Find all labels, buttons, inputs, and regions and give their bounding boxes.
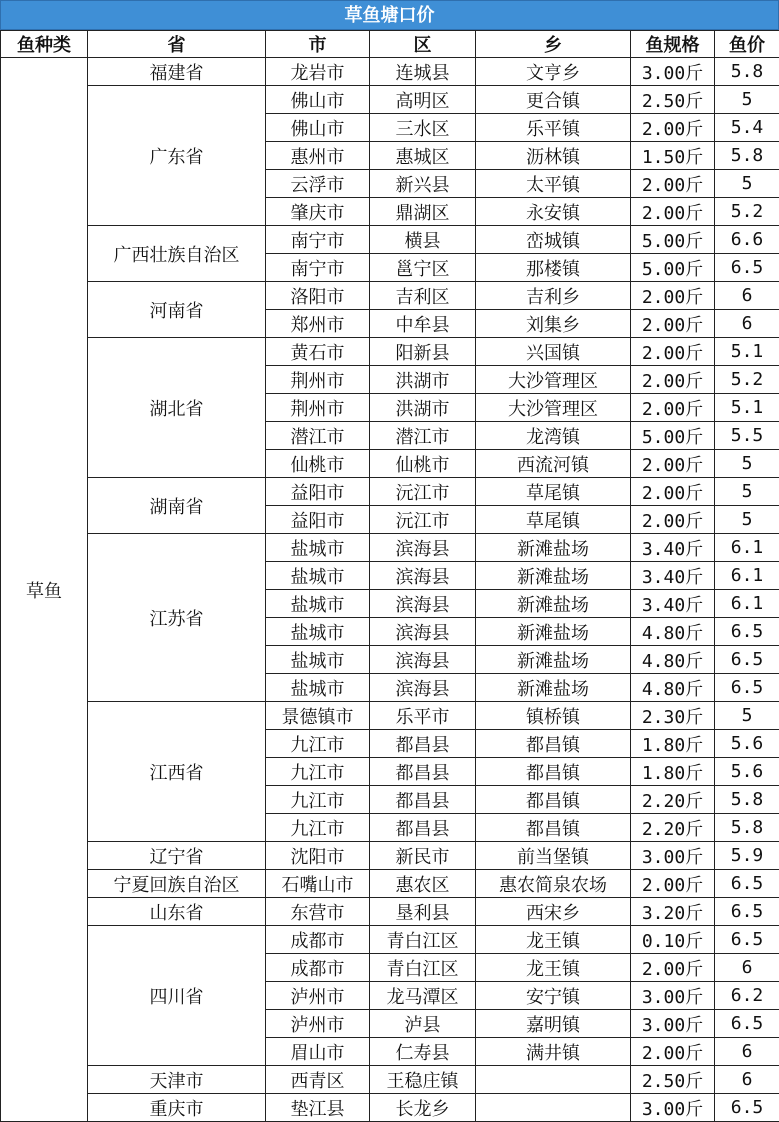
township-cell: 沥林镇 [476, 142, 631, 170]
city-cell: 龙岩市 [266, 58, 370, 86]
city-cell: 眉山市 [266, 1038, 370, 1066]
fish-price-cell: 6.1 [715, 562, 779, 590]
fish-price-cell: 6 [715, 310, 779, 338]
table-row [1, 898, 779, 926]
province-cell: 广西壮族自治区 [88, 226, 266, 282]
township-cell: 新滩盐场 [476, 534, 631, 562]
township-cell: 惠农简泉农场 [476, 870, 631, 898]
fish-size-cell: 3.00斤 [631, 1010, 715, 1038]
district-cell: 垦利县 [370, 898, 476, 926]
district-cell: 沅江市 [370, 478, 476, 506]
city-cell: 云浮市 [266, 170, 370, 198]
province-cell: 江苏省 [88, 534, 266, 702]
fish-size-cell: 3.00斤 [631, 842, 715, 870]
city-cell: 垫江县 [266, 1094, 370, 1122]
district-cell: 泸县 [370, 1010, 476, 1038]
fish-price-cell: 5.1 [715, 338, 779, 366]
township-cell: 太平镇 [476, 170, 631, 198]
fish-price-cell: 5.8 [715, 814, 779, 842]
township-cell [476, 1094, 631, 1122]
fish-price-cell: 6.1 [715, 534, 779, 562]
fish-size-cell: 3.00斤 [631, 982, 715, 1010]
district-cell: 鼎湖区 [370, 198, 476, 226]
fish-price-cell: 5.8 [715, 58, 779, 86]
township-cell: 都昌镇 [476, 730, 631, 758]
fish-size-cell: 4.80斤 [631, 674, 715, 702]
province-cell: 辽宁省 [88, 842, 266, 870]
fish-size-cell: 2.00斤 [631, 338, 715, 366]
fish-price-cell: 6.2 [715, 982, 779, 1010]
fish-price-cell: 6.5 [715, 1010, 779, 1038]
district-cell: 滨海县 [370, 562, 476, 590]
header-fish-type: 鱼种类 [1, 31, 88, 58]
fish-size-cell: 2.00斤 [631, 478, 715, 506]
province-cell: 宁夏回族自治区 [88, 870, 266, 898]
township-cell: 都昌镇 [476, 786, 631, 814]
district-cell: 沅江市 [370, 506, 476, 534]
fish-size-cell: 2.50斤 [631, 1066, 715, 1094]
district-cell: 长龙乡 [370, 1094, 476, 1122]
district-cell: 滨海县 [370, 534, 476, 562]
city-cell: 盐城市 [266, 618, 370, 646]
city-cell: 沈阳市 [266, 842, 370, 870]
district-cell: 中牟县 [370, 310, 476, 338]
table-row [1, 226, 779, 254]
district-cell: 连城县 [370, 58, 476, 86]
township-cell: 西流河镇 [476, 450, 631, 478]
fish-size-cell: 2.00斤 [631, 954, 715, 982]
fish-price-cell: 5.4 [715, 114, 779, 142]
table-row [1, 282, 779, 310]
city-cell: 盐城市 [266, 674, 370, 702]
fish-type-cell: 草鱼 [1, 58, 88, 1122]
township-cell: 新滩盐场 [476, 674, 631, 702]
table-row [1, 870, 779, 898]
district-cell: 仁寿县 [370, 1038, 476, 1066]
city-cell: 成都市 [266, 954, 370, 982]
township-cell: 新滩盐场 [476, 646, 631, 674]
province-cell: 河南省 [88, 282, 266, 338]
district-cell: 高明区 [370, 86, 476, 114]
fish-size-cell: 2.30斤 [631, 702, 715, 730]
district-cell: 王稳庄镇 [370, 1066, 476, 1094]
city-cell: 南宁市 [266, 254, 370, 282]
township-cell: 都昌镇 [476, 814, 631, 842]
fish-size-cell: 2.00斤 [631, 198, 715, 226]
province-cell: 天津市 [88, 1066, 266, 1094]
township-cell: 刘集乡 [476, 310, 631, 338]
fish-size-cell: 2.00斤 [631, 1038, 715, 1066]
township-cell: 乐平镇 [476, 114, 631, 142]
fish-price-cell: 5.1 [715, 394, 779, 422]
table-row [1, 1094, 779, 1122]
fish-price-cell: 5.8 [715, 142, 779, 170]
city-cell: 洛阳市 [266, 282, 370, 310]
fish-price-cell: 6 [715, 954, 779, 982]
city-cell: 仙桃市 [266, 450, 370, 478]
fish-size-cell: 2.00斤 [631, 310, 715, 338]
city-cell: 郑州市 [266, 310, 370, 338]
table-row [1, 702, 779, 730]
township-cell: 峦城镇 [476, 226, 631, 254]
fish-size-cell: 2.00斤 [631, 450, 715, 478]
township-cell: 更合镇 [476, 86, 631, 114]
district-cell: 青白江区 [370, 954, 476, 982]
table-row [1, 534, 779, 562]
township-cell: 草尾镇 [476, 478, 631, 506]
fish-size-cell: 3.00斤 [631, 58, 715, 86]
fish-size-cell: 2.20斤 [631, 814, 715, 842]
fish-size-cell: 2.20斤 [631, 786, 715, 814]
city-cell: 佛山市 [266, 114, 370, 142]
fish-price-cell: 6.5 [715, 646, 779, 674]
fish-size-cell: 4.80斤 [631, 618, 715, 646]
district-cell: 邕宁区 [370, 254, 476, 282]
fish-size-cell: 2.00斤 [631, 282, 715, 310]
table-row [1, 926, 779, 954]
township-cell: 满井镇 [476, 1038, 631, 1066]
province-cell: 山东省 [88, 898, 266, 926]
table-row [1, 338, 779, 366]
district-cell: 惠城区 [370, 142, 476, 170]
township-cell: 西宋乡 [476, 898, 631, 926]
township-cell: 草尾镇 [476, 506, 631, 534]
fish-price-cell: 5.2 [715, 366, 779, 394]
township-cell: 都昌镇 [476, 758, 631, 786]
city-cell: 九江市 [266, 814, 370, 842]
district-cell: 都昌县 [370, 758, 476, 786]
fish-price-cell: 6.5 [715, 870, 779, 898]
fish-size-cell: 2.50斤 [631, 86, 715, 114]
fish-price-cell: 6.5 [715, 926, 779, 954]
table-row [1, 86, 779, 114]
province-cell: 四川省 [88, 926, 266, 1066]
district-cell: 洪湖市 [370, 366, 476, 394]
fish-size-cell: 2.00斤 [631, 870, 715, 898]
city-cell: 盐城市 [266, 590, 370, 618]
district-cell: 新民市 [370, 842, 476, 870]
fish-size-cell: 1.80斤 [631, 730, 715, 758]
header-city: 市 [266, 31, 370, 58]
province-cell: 江西省 [88, 702, 266, 842]
city-cell: 泸州市 [266, 1010, 370, 1038]
table-row [1, 478, 779, 506]
district-cell: 滨海县 [370, 646, 476, 674]
table-row [1, 58, 779, 86]
fish-size-cell: 4.80斤 [631, 646, 715, 674]
fish-price-cell: 5 [715, 86, 779, 114]
district-cell: 吉利区 [370, 282, 476, 310]
district-cell: 新兴县 [370, 170, 476, 198]
fish-price-cell: 6.5 [715, 254, 779, 282]
city-cell: 景德镇市 [266, 702, 370, 730]
district-cell: 都昌县 [370, 786, 476, 814]
township-cell: 新滩盐场 [476, 618, 631, 646]
fish-price-cell: 6.5 [715, 618, 779, 646]
fish-size-cell: 2.00斤 [631, 366, 715, 394]
fish-size-cell: 5.00斤 [631, 226, 715, 254]
district-cell: 潜江市 [370, 422, 476, 450]
table-body [1, 58, 779, 1122]
fish-price-cell: 5.2 [715, 198, 779, 226]
header-province: 省 [88, 31, 266, 58]
city-cell: 肇庆市 [266, 198, 370, 226]
city-cell: 成都市 [266, 926, 370, 954]
fish-price-cell: 5 [715, 450, 779, 478]
city-cell: 东营市 [266, 898, 370, 926]
district-cell: 惠农区 [370, 870, 476, 898]
city-cell: 九江市 [266, 730, 370, 758]
township-cell: 大沙管理区 [476, 366, 631, 394]
fish-size-cell: 3.40斤 [631, 590, 715, 618]
fish-size-cell: 2.00斤 [631, 394, 715, 422]
city-cell: 泸州市 [266, 982, 370, 1010]
province-cell: 湖北省 [88, 338, 266, 478]
district-cell: 滨海县 [370, 590, 476, 618]
district-cell: 都昌县 [370, 814, 476, 842]
province-cell: 重庆市 [88, 1094, 266, 1122]
fish-price-cell: 6.5 [715, 1094, 779, 1122]
province-cell: 湖南省 [88, 478, 266, 534]
district-cell: 横县 [370, 226, 476, 254]
header-township: 乡 [476, 31, 631, 58]
district-cell: 滨海县 [370, 618, 476, 646]
fish-price-cell: 6.6 [715, 226, 779, 254]
township-cell: 前当堡镇 [476, 842, 631, 870]
township-cell: 兴国镇 [476, 338, 631, 366]
township-cell: 新滩盐场 [476, 590, 631, 618]
fish-price-cell: 6.1 [715, 590, 779, 618]
header-row [1, 31, 779, 58]
township-cell: 文亨乡 [476, 58, 631, 86]
township-cell: 那楼镇 [476, 254, 631, 282]
sheet-title: 草鱼塘口价 [0, 0, 779, 30]
township-cell: 嘉明镇 [476, 1010, 631, 1038]
township-cell: 永安镇 [476, 198, 631, 226]
city-cell: 益阳市 [266, 506, 370, 534]
table-row [1, 842, 779, 870]
fish-size-cell: 1.80斤 [631, 758, 715, 786]
district-cell: 龙马潭区 [370, 982, 476, 1010]
fish-size-cell: 0.10斤 [631, 926, 715, 954]
fish-size-cell: 2.00斤 [631, 170, 715, 198]
fish-price-cell: 5.8 [715, 786, 779, 814]
township-cell: 龙湾镇 [476, 422, 631, 450]
district-cell: 都昌县 [370, 730, 476, 758]
city-cell: 九江市 [266, 758, 370, 786]
township-cell: 安宁镇 [476, 982, 631, 1010]
fish-size-cell: 3.20斤 [631, 898, 715, 926]
fish-size-cell: 3.40斤 [631, 534, 715, 562]
table-row [1, 1066, 779, 1094]
fish-price-cell: 5.6 [715, 730, 779, 758]
fish-price-cell: 5.5 [715, 422, 779, 450]
province-cell: 福建省 [88, 58, 266, 86]
city-cell: 荆州市 [266, 394, 370, 422]
fish-price-cell: 6 [715, 282, 779, 310]
fish-price-cell: 5.9 [715, 842, 779, 870]
fish-price-cell: 5 [715, 478, 779, 506]
district-cell: 三水区 [370, 114, 476, 142]
city-cell: 黄石市 [266, 338, 370, 366]
header-fish-size: 鱼规格 [631, 31, 715, 58]
district-cell: 仙桃市 [370, 450, 476, 478]
township-cell: 镇桥镇 [476, 702, 631, 730]
township-cell [476, 1066, 631, 1094]
city-cell: 盐城市 [266, 646, 370, 674]
fish-size-cell: 5.00斤 [631, 422, 715, 450]
township-cell: 新滩盐场 [476, 562, 631, 590]
district-cell: 滨海县 [370, 674, 476, 702]
city-cell: 潜江市 [266, 422, 370, 450]
province-cell: 广东省 [88, 86, 266, 226]
city-cell: 盐城市 [266, 562, 370, 590]
fish-price-cell: 5.6 [715, 758, 779, 786]
city-cell: 九江市 [266, 786, 370, 814]
township-cell: 龙王镇 [476, 926, 631, 954]
fish-price-cell: 5 [715, 702, 779, 730]
township-cell: 龙王镇 [476, 954, 631, 982]
fish-price-cell: 6.5 [715, 898, 779, 926]
city-cell: 石嘴山市 [266, 870, 370, 898]
fish-size-cell: 2.00斤 [631, 506, 715, 534]
fish-price-cell: 5 [715, 506, 779, 534]
city-cell: 盐城市 [266, 534, 370, 562]
township-cell: 吉利乡 [476, 282, 631, 310]
district-cell: 洪湖市 [370, 394, 476, 422]
fish-size-cell: 3.00斤 [631, 1094, 715, 1122]
city-cell: 惠州市 [266, 142, 370, 170]
township-cell: 大沙管理区 [476, 394, 631, 422]
fish-size-cell: 1.50斤 [631, 142, 715, 170]
district-cell: 青白江区 [370, 926, 476, 954]
header-district: 区 [370, 31, 476, 58]
fish-size-cell: 5.00斤 [631, 254, 715, 282]
city-cell: 佛山市 [266, 86, 370, 114]
fish-price-cell: 5 [715, 170, 779, 198]
city-cell: 南宁市 [266, 226, 370, 254]
city-cell: 西青区 [266, 1066, 370, 1094]
city-cell: 荆州市 [266, 366, 370, 394]
header-fish-price: 鱼价 [715, 31, 779, 58]
district-cell: 乐平市 [370, 702, 476, 730]
city-cell: 益阳市 [266, 478, 370, 506]
fish-size-cell: 3.40斤 [631, 562, 715, 590]
fish-price-cell: 6.5 [715, 674, 779, 702]
fish-size-cell: 2.00斤 [631, 114, 715, 142]
price-table [0, 30, 779, 1122]
district-cell: 阳新县 [370, 338, 476, 366]
fish-price-cell: 6 [715, 1066, 779, 1094]
fish-price-cell: 6 [715, 1038, 779, 1066]
